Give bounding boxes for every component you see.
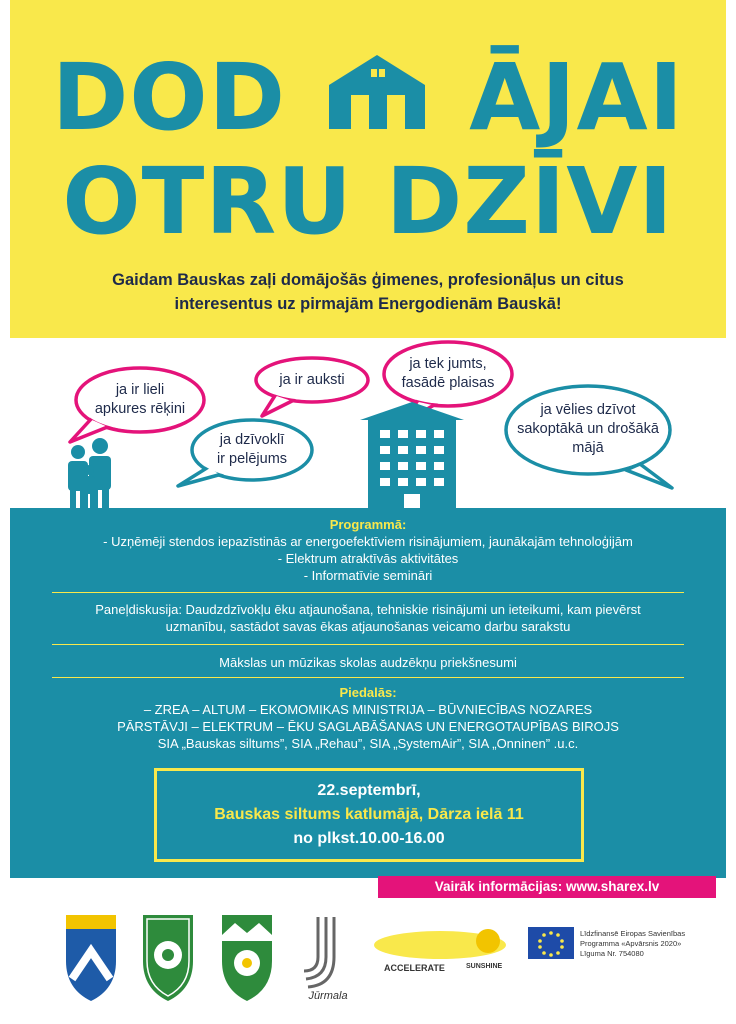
bubble-heating-text (82, 381, 198, 419)
accelerate-label: ACCELERATE (384, 963, 445, 973)
more-info-link[interactable]: Vairāk informācijas: www.sharex.lv (378, 876, 716, 898)
subtitle-line-1: Gaidam Bauskas zaļi domājošās ģimenes, profesionāļus un citus (112, 271, 624, 289)
bubble-cold-line: ja ir auksti (279, 372, 345, 388)
panel-discussion-section (10, 601, 726, 635)
jurmala-logo-icon (304, 917, 334, 987)
participants-section (10, 684, 726, 752)
programme-item: - Uzņēmēji stendos iepazīstinās ar energoefektīviem risinājumiem, jaunākajām tehnoloģijām (103, 534, 633, 549)
art-section (10, 654, 726, 671)
bubble-live-text (512, 401, 664, 458)
jurmala-label: Jūrmala (308, 990, 348, 1002)
eu-funding-line: Programma «Apvārsnis 2020» (580, 939, 682, 948)
rose-crest-icon (222, 915, 272, 1001)
logos-svg (0, 905, 736, 1015)
programme-item: - Elektrum atraktīvās aktivitātes (277, 551, 459, 566)
title-word-ajai: ĀJAI (469, 44, 684, 151)
illustration-area (0, 338, 736, 510)
house-letter-m-icon (325, 51, 430, 131)
eu-funding-text (580, 929, 720, 959)
bubble-cold-text (258, 371, 366, 390)
participants-heading: Piedalās: (339, 685, 397, 700)
subtitle (60, 268, 676, 316)
title-line-1 (0, 44, 736, 151)
bubble-mold-line: ir pelējums (216, 451, 288, 467)
event-place: Bauskas siltums katlumājā, Dārza ielā 11 (214, 806, 524, 823)
title-line-2: OTRU DZĪVI (62, 148, 674, 255)
eu-flag-icon (528, 927, 574, 959)
participants-line: SIA „Bauskas siltums”, SIA „Rehau”, SIA „SystemAir”, SIA „Onninen” .u.c. (157, 736, 579, 751)
bubble-mold-line: ja dzīvoklī (219, 432, 285, 448)
green-municipality-crest-icon (143, 915, 193, 1001)
sunshine-label: SUNSHINE (466, 963, 503, 970)
art-line: Mākslas un mūzikas skolas audzēkņu priekšnesumi (219, 655, 517, 670)
event-time: no plkst.10.00-16.00 (293, 830, 445, 847)
family-icon (68, 438, 111, 508)
event-box (154, 768, 584, 862)
building-icon (360, 402, 464, 510)
subtitle-line-2: interesentus uz pirmajām Energodienām Bauskā! (174, 295, 562, 313)
bubble-heating-line: ja ir lieli (115, 382, 165, 398)
eu-funding-line: Līguma Nr. 754080 (580, 949, 644, 958)
programme-heading: Programmā: (329, 517, 407, 532)
bubble-live-line: sakoptākā un drošākā (517, 421, 659, 437)
divider (52, 644, 684, 645)
bubble-mold-text (196, 431, 308, 469)
panel-discussion-line: Paneļdiskusija: Daudzdzīvokļu ēku atjaunošana, tehniskie risinājumi un ieteikumi, kam pievērst (95, 602, 641, 617)
title-word-dod: DOD (52, 44, 286, 151)
bubble-roof-line: fasādē plaisas (401, 375, 495, 391)
divider (52, 677, 684, 678)
programme-section (10, 516, 726, 584)
participants-line: – ZREA – ALTUM – EKOMOMIKAS MINISTRIJA – BŪVNIECĪBAS NOZARES (143, 702, 593, 717)
programme-item: - Informatīvie semināri (303, 568, 433, 583)
eu-funding-line: Līdzfinansē Eiropas Savienības (580, 929, 686, 938)
divider (52, 592, 684, 593)
accelerate-sunshine-logo-icon (374, 929, 506, 959)
bubble-live-line: ja vēlies dzīvot (540, 402, 636, 418)
bubble-heating-line: apkures rēķini (94, 401, 186, 417)
logos-row (0, 905, 736, 1015)
bubble-live-line: mājā (572, 440, 604, 456)
bubble-roof-text (388, 355, 508, 393)
bauska-coat-of-arms-icon (66, 915, 116, 1001)
panel-discussion-line: uzmanību, sastādot savas ēkas atjaunošanas veicamo darbu sarakstu (165, 619, 571, 634)
event-date: 22.septembrī, (317, 782, 421, 799)
participants-line: PĀRSTĀVJI – ELEKTRUM – ĒKU SAGLABĀŠANAS UN ENERGOTAUPĪBAS BIROJS (117, 719, 619, 734)
bubble-roof-line: ja tek jumts, (409, 356, 487, 372)
